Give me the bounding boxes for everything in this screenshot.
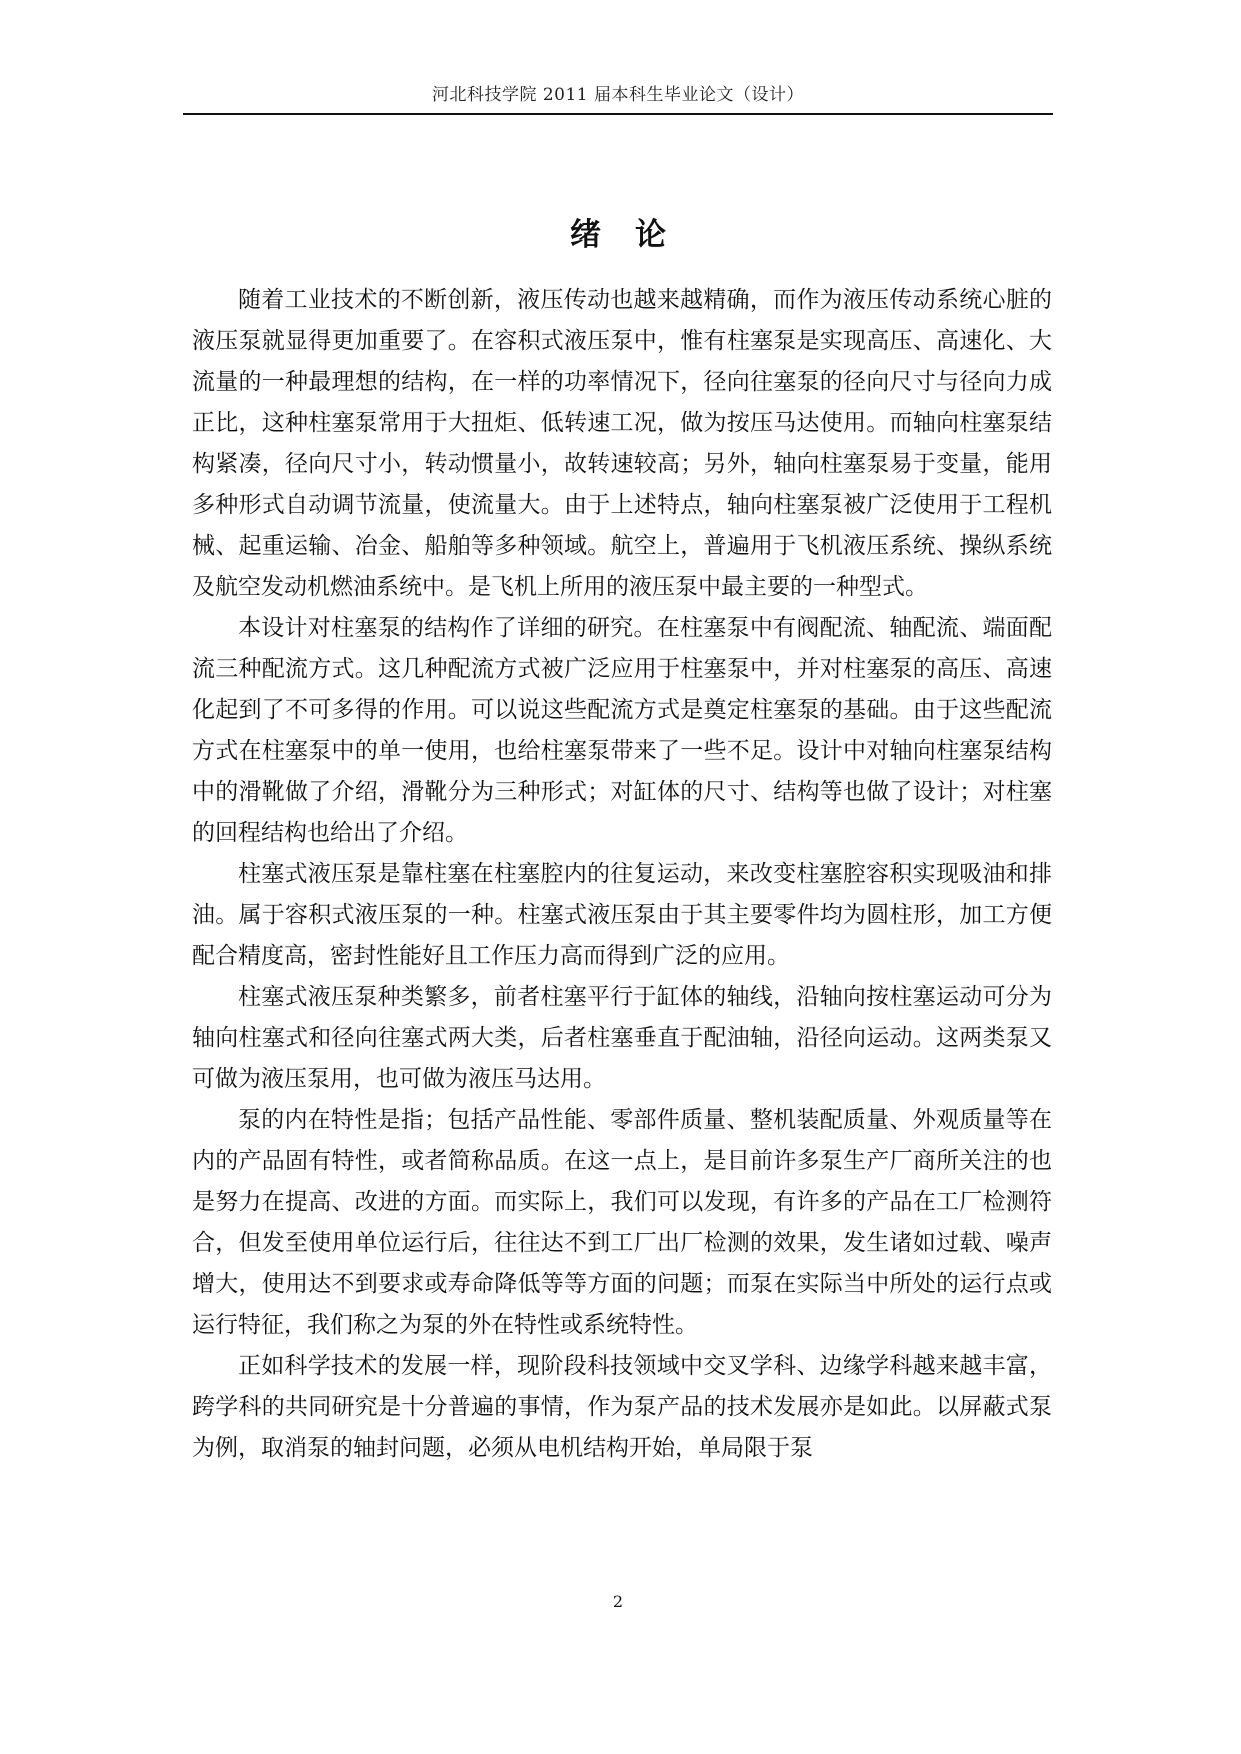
paragraph: 正如科学技术的发展一样，现阶段科技领域中交叉学科、边缘学科越来越丰富，跨学科的共同研究是十分普遍的事情，作为泵产品的技术发展亦是如此。以屏蔽式泵为例，取消泵的轴封问题，必须从电机结构开始，单局限于泵: [192, 1353, 1052, 1461]
page-number: 2: [612, 1592, 624, 1611]
header-rule: [183, 113, 1053, 115]
paragraph: 柱塞式液压泵种类繁多，前者柱塞平行于缸体的轴线，沿轴向按柱塞运动可分为轴向柱塞式和径向往塞式两大类，后者柱塞垂直于配油轴，沿径向运动。这两类泵又可做为液压泵用，也可做为液压马达用。: [192, 984, 1052, 1092]
paragraph: 泵的内在特性是指；包括产品性能、零部件质量、整机装配质量、外观质量等在内的产品固有特性，或者简称品质。在这一点上，是目前许多泵生产厂商所关注的也是努力在提高、改进的方面。而实际上，我们可以发现，有许多的产品在工厂检测符合，但发至使用单位运行后，往往达不到工厂出厂检测的效果，发生诸如过载、噪声增大，使用达不到要求或寿命降低等等方面的问题；而泵在实际当中所处的运行点或运行特征，我们称之为泵的外在特性或系统特性。: [192, 1107, 1052, 1338]
paragraph: 柱塞式液压泵是靠柱塞在柱塞腔内的往复运动，来改变柱塞腔容积实现吸油和排油。属于容积式液压泵的一种。柱塞式液压泵由于其主要零件均为圆柱形，加工方便配合精度高，密封性能好且工作压力高而得到广泛的应用。: [192, 861, 1052, 969]
paragraph: 本设计对柱塞泵的结构作了详细的研究。在柱塞泵中有阀配流、轴配流、端面配流三种配流方式。这几种配流方式被广泛应用于柱塞泵中，并对柱塞泵的高压、高速化起到了不可多得的作用。可以说这些配流方式是奠定柱塞泵的基础。由于这些配流方式在柱塞泵中的单一使用，也给柱塞泵带来了一些不足。设计中对轴向柱塞泵结构中的滑靴做了介绍，滑靴分为三种形式；对缸体的尺寸、结构等也做了设计；对柱塞的回程结构也给出了介绍。: [192, 615, 1052, 846]
paragraph: 随着工业技术的不断创新，液压传动也越来越精确，而作为液压传动系统心脏的液压泵就显得更加重要了。在容积式液压泵中，惟有柱塞泵是实现高压、高速化、大流量的一种最理想的结构，在一样的功率情况下，径向往塞泵的径向尺寸与径向力成正比，这种柱塞泵常用于大扭炬、低转速工况，做为按压马达使用。而轴向柱塞泵结构紧凑，径向尺寸小，转动惯量小，故转速较高；另外，轴向柱塞泵易于变量，能用多种形式自动调节流量，使流量大。由于上述特点，轴向柱塞泵被广泛使用于工程机械、起重运输、冶金、船舶等多种领域。航空上，普遍用于飞机液压系统、操纵系统及航空发动机燃油系统中。是飞机上所用的液压泵中最主要的一种型式。: [192, 287, 1052, 600]
body-text: [192, 280, 1052, 1469]
chapter-title: 绪论: [570, 216, 700, 253]
running-header: 河北科技学院 2011 届本科生毕业论文（设计）: [431, 85, 805, 105]
